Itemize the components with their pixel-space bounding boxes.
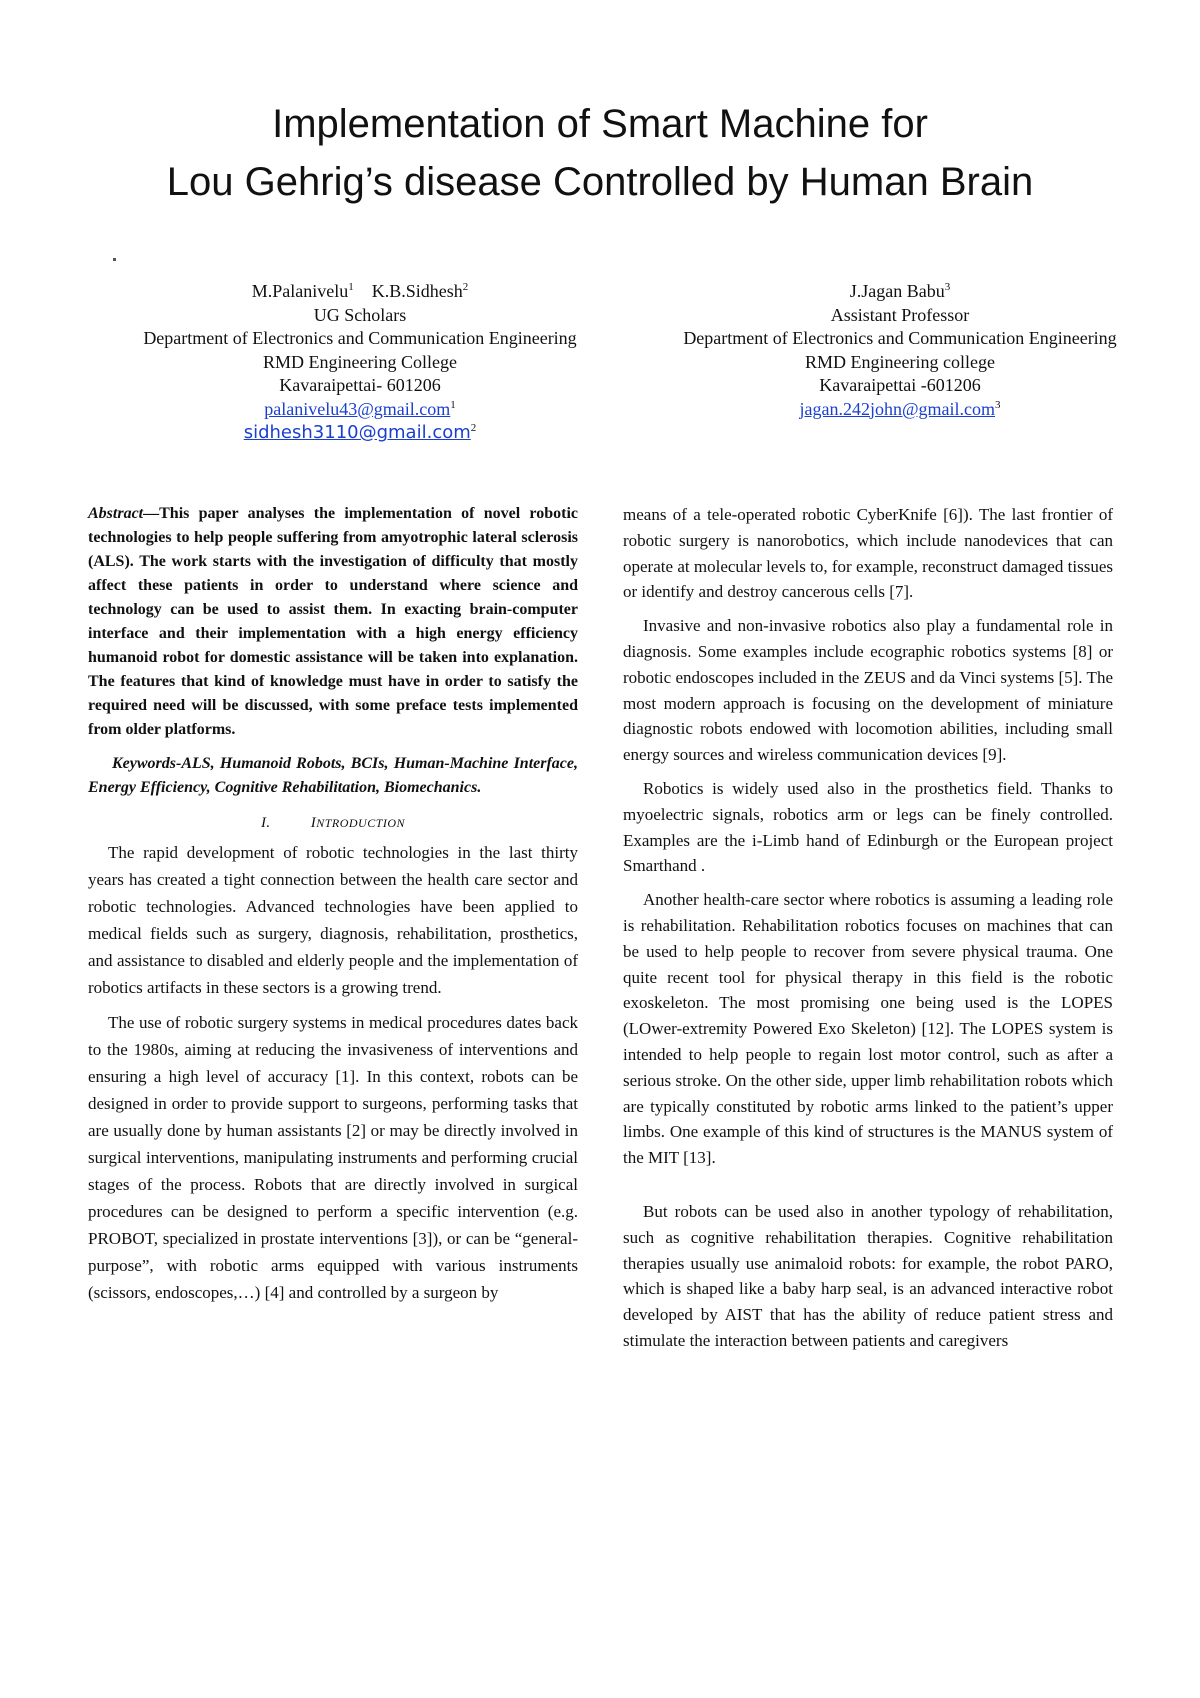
author-block-right <box>640 280 1160 421</box>
right-paragraph-4: Another health-care sector where robotics is assuming a leading role is rehabilitation. Rehabilitation robotics focuses on machines that can be used to help people to recover from severe physical trauma. One quite recent tool for physical therapy in this field is the robotic exoskeleton. The most promising one being used is the LOPES (LOwer-extremity Powered Exo Skeleton) [12]. The LOPES system is intended to help people to regain lost motor control, such as after a serious stroke. On the other side, upper limb rehabilitation robots which are typically constituted by robotic arms linked to the patient’s upper limbs. One example of this kind of structures is the MANUS system of the MIT [13]. <box>623 890 1113 1168</box>
section-title-rest: NTRODUCTION <box>316 816 406 830</box>
author-email-2-link[interactable]: sidhesh3110@gmail.com <box>243 422 471 443</box>
abstract <box>88 502 578 742</box>
author-name-2: K.B.Sidhesh <box>371 281 463 301</box>
section-heading-introduction <box>88 812 578 834</box>
author-department-left: Department of Electronics and Communication Engineering <box>143 328 577 348</box>
title-line-2: Lou Gehrig’s disease Controlled by Human Brain <box>166 160 1034 204</box>
right-paragraph-1: means of a tele-operated robotic CyberKnife [6]). The last frontier of robotic surgery is nanorobotics, which include nanodevices that can operate at molecular levels to, for example, reconstruct damaged tissues or identify and destroy cancerous cells [7]. <box>623 505 1113 602</box>
author-email-1-sup: 1 <box>450 398 456 411</box>
title-line-1: Implementation of Smart Machine for <box>272 102 928 146</box>
author-college-left: RMD Engineering College <box>263 351 457 372</box>
author-email-1-link[interactable]: palanivelu43@gmail.com <box>264 398 451 419</box>
left-column <box>88 502 578 1314</box>
left-paragraph-2: The use of robotic surgery systems in medical procedures dates back to the 1980s, aiming at reducing the invasiveness of interventions and ensuring a high level of accuracy [1]. In this context, robots can be designed in order to provide support to surgeons, performing tasks that are usually done by human assistants [2] or may be directly involved in surgical interventions, manipulating instruments and performing crucial stages of the process. Robots that are directly involved in surgical procedures can be designed to perform a specific intervention (e.g. PROBOT, specialized in prostate interventions [3]), or can be “general-purpose”, with robotic arms equipped with various instruments (scissors, endoscopes,…) [4] and controlled by a surgeon by <box>88 1013 578 1302</box>
author-address-left: Kavaraipettai- 601206 <box>279 375 441 395</box>
abstract-lead: Abstract <box>88 505 144 522</box>
keywords: Keywords-ALS, Humanoid Robots, BCIs, Human-Machine Interface, Energy Efficiency, Cognitive Rehabilitation, Biomechanics. <box>88 755 578 796</box>
author-email-3-link[interactable]: jagan.242john@gmail.com <box>799 398 996 419</box>
author-email-3-line <box>640 398 1160 422</box>
author-email-2-sup: 2 <box>470 422 477 434</box>
right-paragraph-3: Robotics is widely used also in the prosthetics field. Thanks to myoelectric signals, robotics arm or legs can be finely controlled. Examples are the i-Limb hand of Edinburgh or the European project Smarthand . <box>623 778 1113 876</box>
author-college-right: RMD Engineering college <box>805 351 995 372</box>
author-sup-2: 2 <box>462 281 469 293</box>
paper-title <box>60 95 1140 211</box>
author-name-right-line <box>640 280 1160 304</box>
author-role-left: UG Scholars <box>313 304 407 325</box>
abstract-text: This paper analyses the implementation of novel robotic technologies to help people suffering from amyotrophic lateral sclerosis (ALS). The work starts with the investigation of difficulty that mostly affect these patients in order to understand where science and technology can be used to assist them. In exacting brain-computer interface and their implementation with a high energy efficiency humanoid robot for domestic assistance will be taken into explanation. The features that kind of knowledge must have in order to satisfy the required need will be discussed, with some preface tests implemented from older platforms. <box>88 505 578 738</box>
author-email-2-line <box>100 421 620 445</box>
author-names-left <box>100 280 620 304</box>
author-sup-3: 3 <box>944 281 951 293</box>
left-paragraph-1: The rapid development of robotic technologies in the last thirty years has created a tight connection between the health care sector and robotic technologies. Advanced technologies have been applied to medical fields such as surgery, diagnosis, rehabilitation, prosthetics, and assistance to disabled and elderly people and the implementation of robotics artifacts in these sectors is a growing trend. <box>88 843 578 997</box>
author-name-1: M.Palanivelu <box>251 281 349 301</box>
author-block-left <box>100 280 620 445</box>
abstract-dash: — <box>143 505 160 522</box>
author-department-right: Department of Electronics and Communication Engineering <box>683 328 1117 348</box>
right-column <box>623 502 1113 1362</box>
author-name-3: J.Jagan Babu <box>849 281 945 301</box>
author-email-1-line <box>100 398 620 422</box>
author-role-right: Assistant Professor <box>830 304 970 325</box>
right-paragraph-5: But robots can be used also in another typology of rehabilitation, such as cognitive rehabilitation therapies. Cognitive rehabilitation therapies usually use animaloid robots: for example, the robot PARO, which is shaped like a baby harp seal, is an advanced interactive robot developed by AIST that has the ability of reduce patient stress and stimulate the interaction between patients and caregivers <box>623 1201 1113 1350</box>
right-paragraph-2: Invasive and non-invasive robotics also play a fundamental role in diagnosis. Some examples include ecographic robotics systems [8] or robotic endoscopes included in the ZEUS and da Vinci systems [5]. The most modern approach is focusing on the development of miniature diagnostic robots endowed with locomotion abilities, including small energy sources and wireless communication devices [9]. <box>623 616 1113 765</box>
section-number: I. <box>260 815 271 831</box>
stray-dot-mark <box>113 258 116 261</box>
author-email-3-sup: 3 <box>995 398 1001 411</box>
author-address-right: Kavaraipettai -601206 <box>819 375 981 395</box>
author-sup-1: 1 <box>348 281 354 293</box>
section-title-first-letter: I <box>310 815 317 831</box>
